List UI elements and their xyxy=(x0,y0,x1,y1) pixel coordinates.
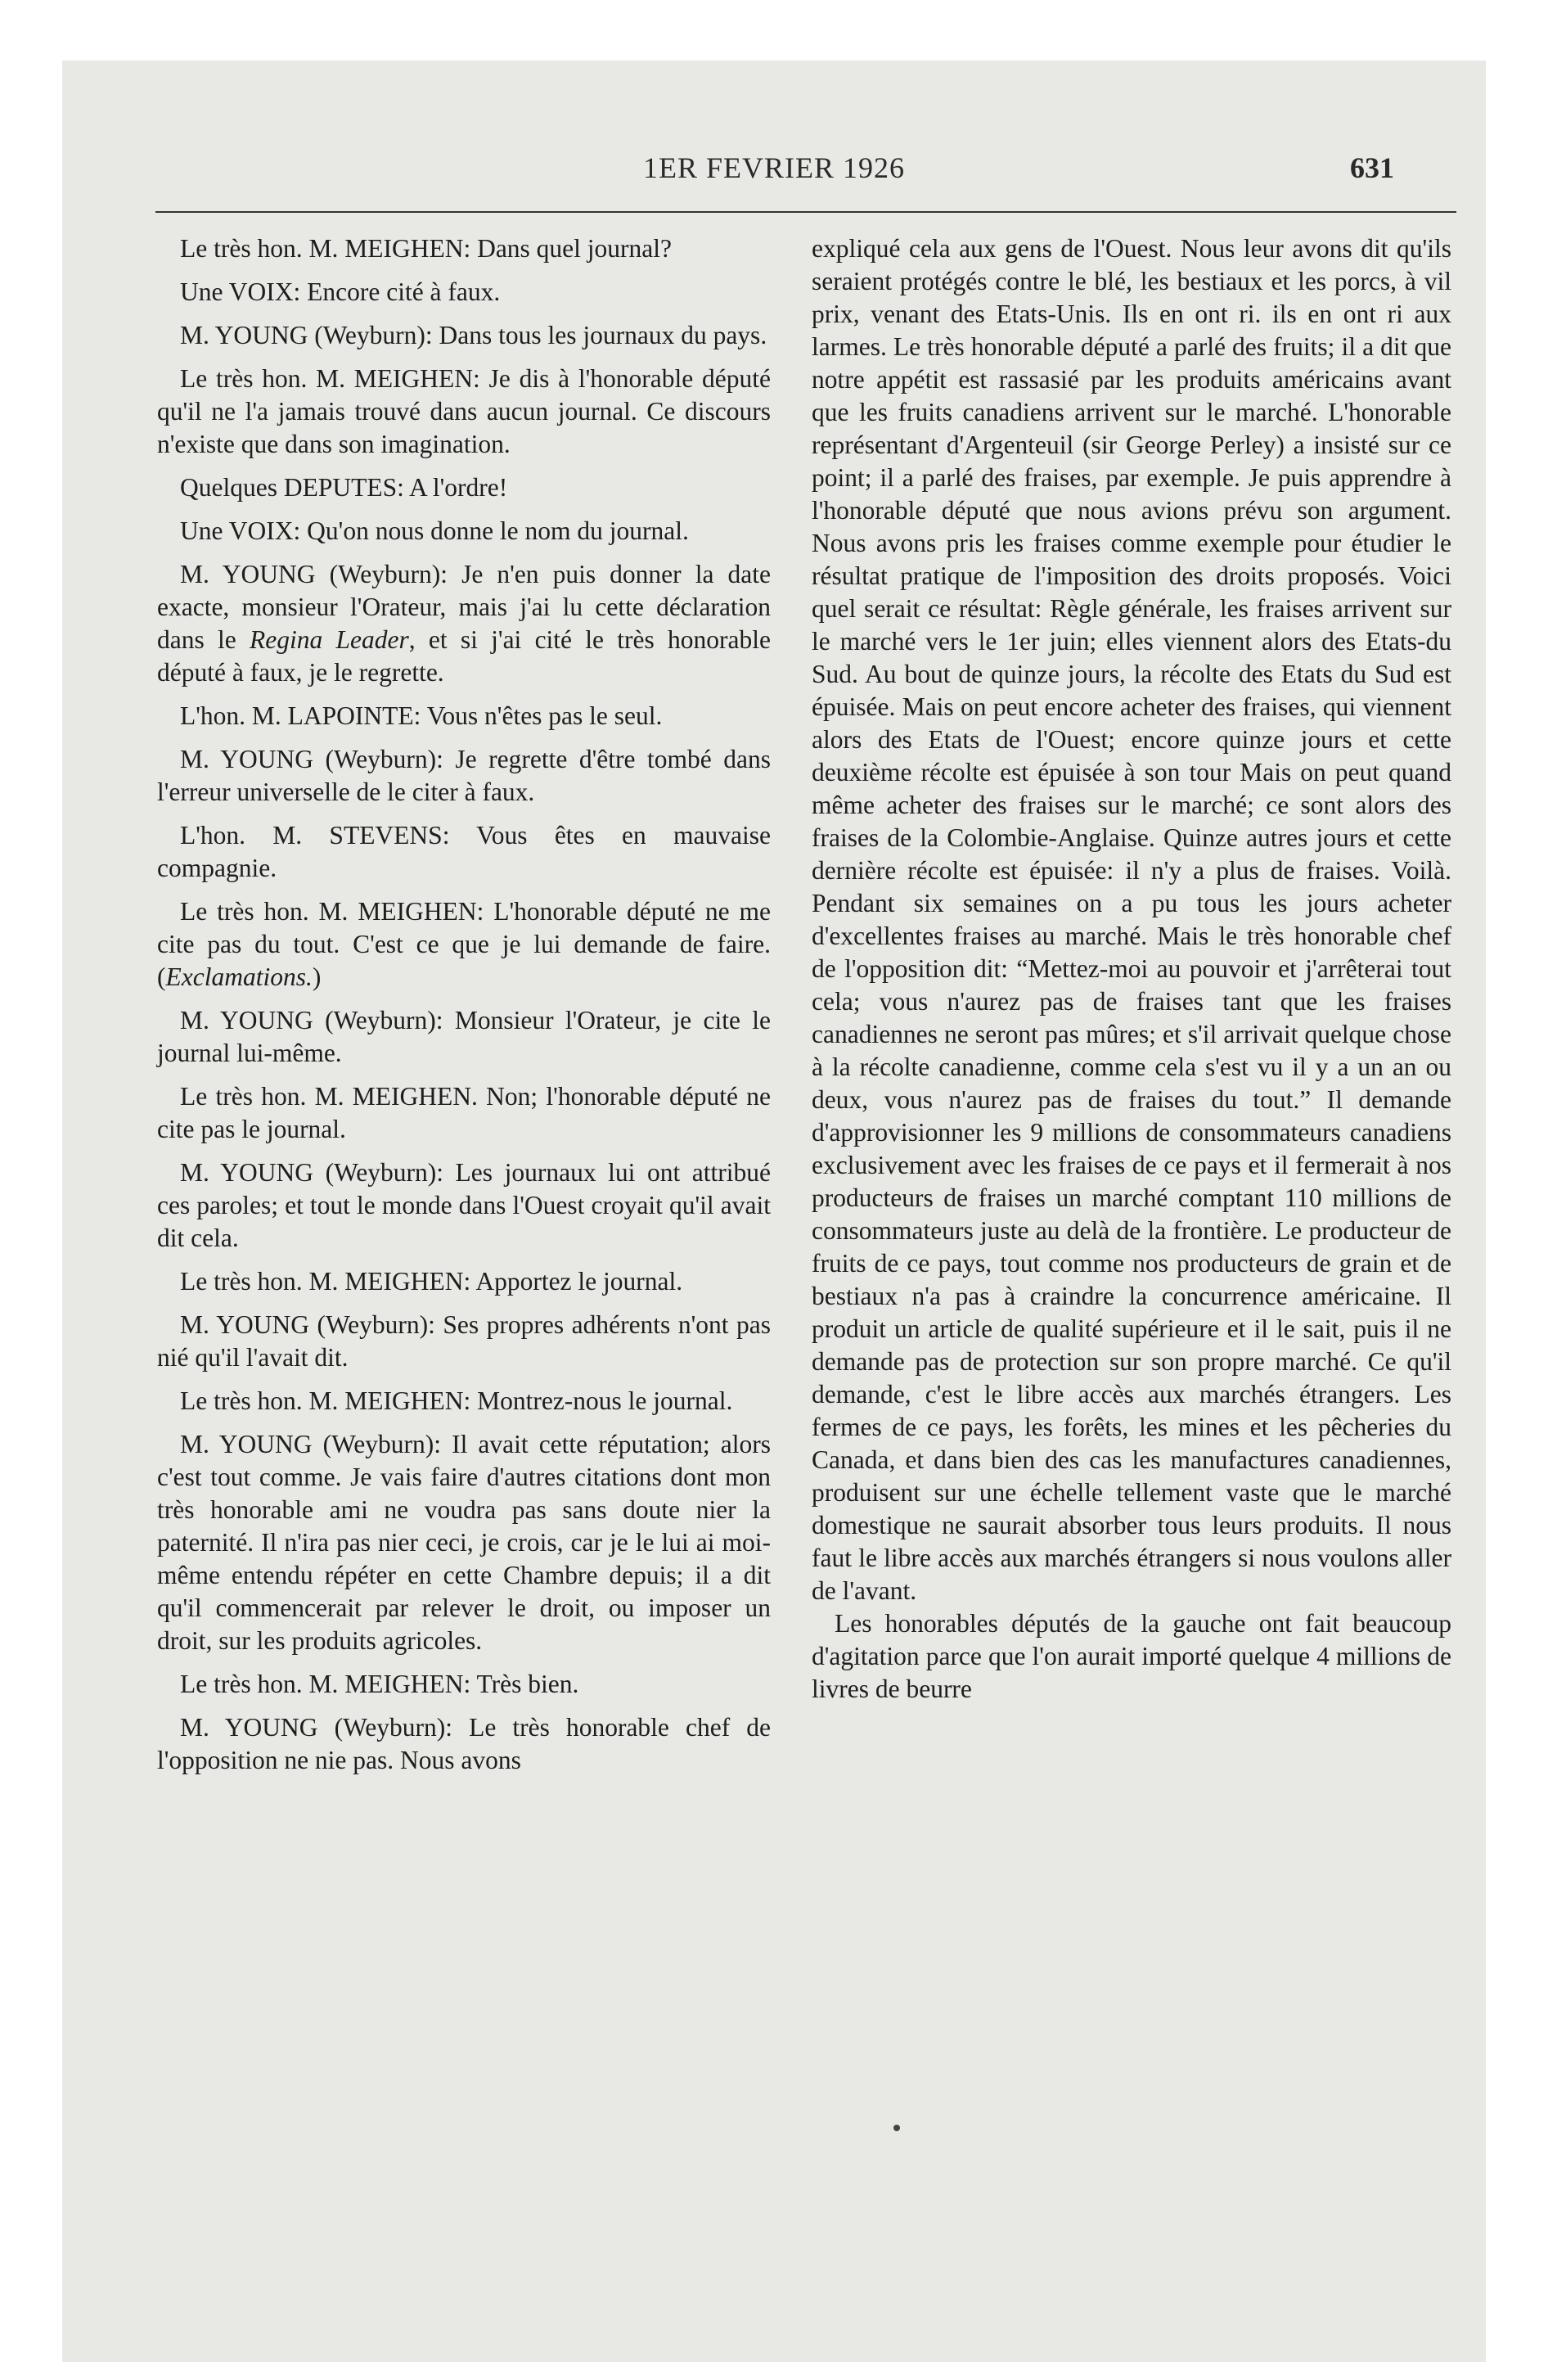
left-column xyxy=(157,232,771,1787)
paragraph xyxy=(812,1607,1451,1706)
paragraph xyxy=(157,1428,771,1657)
paragraph-text-tail: ) xyxy=(312,962,322,991)
paragraph xyxy=(157,1265,771,1298)
paragraph-text: Le très hon. M. MEIGHEN: Montrez-nous le journal. xyxy=(180,1386,733,1415)
ink-dot xyxy=(893,2125,900,2131)
paragraph-text: M. YOUNG (Weyburn): Monsieur l'Orateur, je cite le journal lui-même. xyxy=(157,1006,771,1067)
paragraph xyxy=(157,558,771,689)
paragraph xyxy=(157,1385,771,1418)
paragraph xyxy=(157,232,771,265)
paragraph-text: M. YOUNG (Weyburn): Dans tous les journaux du pays. xyxy=(180,321,767,349)
paragraph-text: L'hon. M. STEVENS: Vous êtes en mauvaise compagnie. xyxy=(157,821,771,882)
paragraph xyxy=(157,515,771,548)
paragraph-text: expliqué cela aux gens de l'Ouest. Nous leur avons dit qu'ils seraient protégés contre le blé, les bestiaux et les porcs, à vil prix, venant des Etats-Unis. Ils en ont ri. ils en ont ri aux larmes. Le très honorable député a parlé des fruits; il a dit que notre appétit est rassasié par les produits américains avant que les fruits canadiens arrivent sur le marché. L'honorable représentant d'Argenteuil (sir George Perley) a insisté sur ce point; il a parlé des fraises, par exemple. Je puis apprendre à l'honorable député que nous avions prévu son argument. Nous avons pris les fraises comme exemple pour étudier le résultat pratique de l'imposition des droits proposés. Voici quel serait ce résultat: Règle générale, les fraises arrivent sur le marché vers le 1er juin; elles viennent alors des Etats-du Sud. Au bout de quinze jours, la récolte des Etats du Sud est épuisée. Mais on peut encore acheter des fraises, qui viennent alors des Etats de l'Ouest; encore quinze jours et cette deuxième récolte est épuisée à son tour Mais on peut quand même acheter des fraises sur le marché; ce sont alors des fraises de la Colombie-Anglaise. Quinze autres jours et cette dernière récolte est épuisée: il n'y a plus de fraises. Voilà. Pendant six semaines on a pu tous les jours acheter d'excellentes fraises au marché. Mais le très honorable chef de l'opposition dit: “Mettez-moi au pouvoir et j'arrêterai tout cela; vous n'aurez pas de fraises tant que les fraises canadiennes ne seront pas mûres; et s'il arrivait quelque chose à la récolte canadienne, comme cela s'est vu il y a un an ou deux, vous n'aurez pas de fraises du tout.” Il demande d'approvisionner les 9 millions de consommateurs canadiens exclusivement avec les fraises de ce pays et il fermerait à nos producteurs de fraises un marché comptant 110 millions de consommateurs juste au delà de la frontière. Le producteur de fruits de ce pays, tout comme nos producteurs de grain et de bestiaux n'a pas à craindre la concurrence américaine. Il produit un article de qualité supérieure et il le sait, puis il ne demande pas de protection sur son propre marché. Ce qu'il demande, c'est le libre accès aux marchés étrangers. Les fermes de ce pays, les forêts, les mines et les pêcheries du Canada, et dans bien des cas les manufactures canadiennes, produisent sur une échelle tellement vaste que le marché domestique ne saurait absorber tous leurs produits. Il nous faut le libre accès aux marchés étrangers si nous voulons aller de l'avant. xyxy=(812,234,1451,1605)
paragraph xyxy=(157,1309,771,1374)
paragraph-text: M. YOUNG (Weyburn): Les journaux lui ont attribué ces paroles; et tout le monde dans l'Ouest croyait qu'il avait dit cela. xyxy=(157,1158,771,1252)
paragraph-text: Une VOIX: Encore cité à faux. xyxy=(180,277,501,306)
paragraph-text: Les honorables députés de la gauche ont fait beaucoup d'agitation parce que l'on aurait importé quelque 4 millions de livres de beurre xyxy=(812,1609,1451,1703)
paragraph-text: M. YOUNG (Weyburn): Ses propres adhérents n'ont pas nié qu'il l'avait dit. xyxy=(157,1310,771,1372)
paragraph-text: Le très hon. M. MEIGHEN: Apportez le journal. xyxy=(180,1267,683,1296)
paragraph-text: M. YOUNG (Weyburn): Je n'en puis donner la date exacte, monsieur l'Orateur, mais j'ai lu cette déclaration dans le xyxy=(157,560,771,654)
paragraph xyxy=(157,1711,771,1777)
paragraph xyxy=(157,700,771,732)
paragraph-text: M. YOUNG (Weyburn): Le très honorable chef de l'opposition ne nie pas. Nous avons xyxy=(157,1713,771,1774)
header-rule xyxy=(155,211,1456,213)
page-header xyxy=(62,151,1486,200)
paragraph xyxy=(157,471,771,504)
paragraph xyxy=(157,743,771,809)
paragraph xyxy=(157,895,771,994)
scanned-page xyxy=(62,61,1486,2362)
paragraph-text: Le très hon. M. MEIGHEN: Dans quel journal? xyxy=(180,234,672,263)
paragraph xyxy=(157,363,771,461)
paragraph-text: Le très hon. M. MEIGHEN: Je dis à l'honorable député qu'il ne l'a jamais trouvé dans aucun journal. Ce discours n'existe que dans son imagination. xyxy=(157,364,771,458)
paragraph xyxy=(157,819,771,885)
paragraph xyxy=(157,1668,771,1701)
paragraph-text-tail: , et si j'ai cité le très honorable député à faux, je le regrette. xyxy=(157,625,771,687)
paragraph-text: Le très hon. M. MEIGHEN: Très bien. xyxy=(180,1670,579,1698)
paragraph-text: Le très hon. M. MEIGHEN: L'honorable député ne me cite pas du tout. C'est ce que je lui demande de faire. ( xyxy=(157,897,771,991)
paragraph-text: L'hon. M. LAPOINTE: Vous n'êtes pas le seul. xyxy=(180,701,663,730)
page-number: 631 xyxy=(1350,151,1394,184)
paragraph xyxy=(157,1004,771,1070)
paragraph-text: Quelques DEPUTES: A l'ordre! xyxy=(180,473,508,502)
right-column xyxy=(812,232,1451,1706)
paragraph xyxy=(157,319,771,352)
italic-text: Exclamations. xyxy=(165,962,313,991)
paragraph-text: M. YOUNG (Weyburn): Je regrette d'être tombé dans l'erreur universelle de le citer à faux. xyxy=(157,745,771,806)
paragraph-text: Le très hon. M. MEIGHEN. Non; l'honorable député ne cite pas le journal. xyxy=(157,1082,771,1143)
italic-text: Regina Leader xyxy=(250,625,409,654)
paragraph xyxy=(157,276,771,309)
paragraph-text: M. YOUNG (Weyburn): Il avait cette réputation; alors c'est tout comme. Je vais faire d'autres citations dont mon très honorable ami ne voudra pas sans doute nier la paternité. Il n'ira pas nier ceci, je crois, car je le lui ai moi-même entendu répéter en cette Chambre depuis; il a dit qu'il commencerait par relever le droit, ou imposer un droit, sur les produits agricoles. xyxy=(157,1430,771,1655)
paragraph xyxy=(157,1156,771,1255)
paragraph xyxy=(157,1080,771,1146)
paragraph-text: Une VOIX: Qu'on nous donne le nom du journal. xyxy=(180,516,689,545)
paragraph xyxy=(812,232,1451,1607)
page-date: 1ER FEVRIER 1926 xyxy=(642,151,905,184)
